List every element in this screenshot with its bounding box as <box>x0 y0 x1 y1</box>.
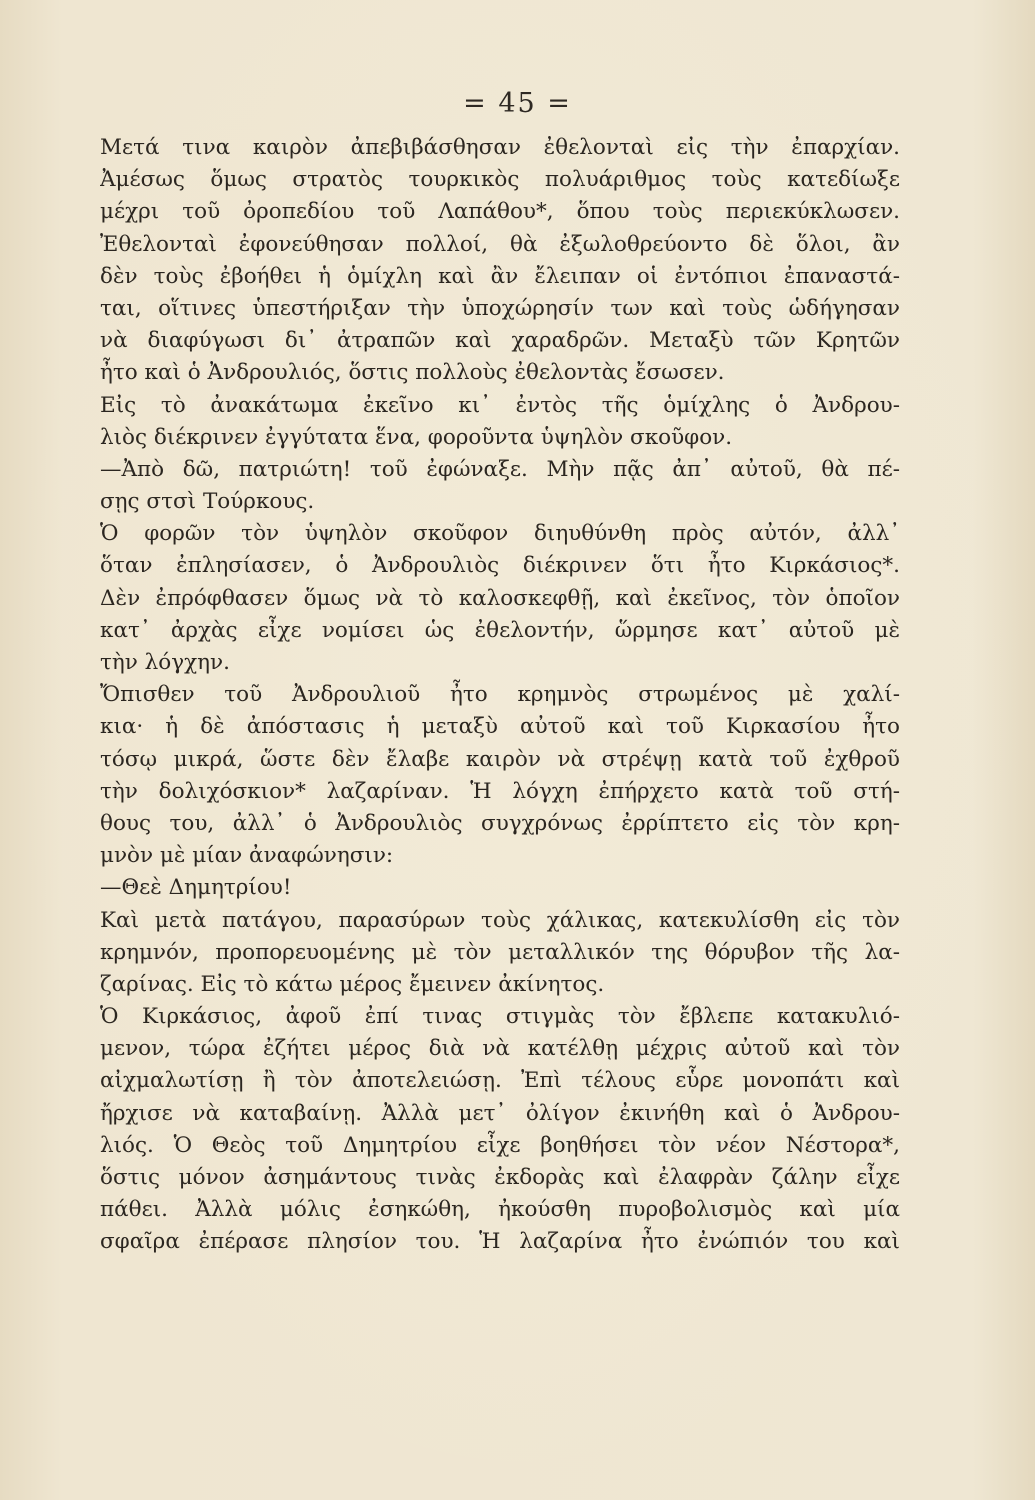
text-line: Ὁ φορῶν τὸν ὑψηλὸν σκοῦφον διηυθύνθη πρὸς αὐτόν, ἀλλ᾽ <box>100 521 900 547</box>
text-line: τὴν λόγχην. <box>100 650 230 675</box>
text-line: λιὸς διέκρινεν ἐγγύτατα ἕνα, φοροῦντα ὑψηλὸν σκοῦφον. <box>100 424 733 450</box>
text-line: ἤρχισε νὰ καταβαίνῃ. Ἀλλὰ μετ᾽ ὀλίγον ἐκινήθη καὶ ὁ Ἀνδρου- <box>100 1100 900 1126</box>
body-text <box>100 132 900 1259</box>
text-line: πάθει. Ἀλλὰ μόλις ἐσηκώθη, ἠκούσθη πυροβολισμὸς καὶ μία <box>100 1197 900 1223</box>
text-line: θους του, ἀλλ᾽ ὁ Ἀνδρουλιὸς συγχρόνως ἐρρίπτετο εἰς τὸν κρη- <box>100 810 900 836</box>
text-line: Καὶ μετὰ πατάγου, παρασύρων τοὺς χάλικας, κατεκυλίσθη εἰς τὸν <box>100 907 900 933</box>
text-line: ὅστις μόνον ἀσημάντους τινὰς ἐκδορὰς καὶ ἐλαφρὰν ζάλην εἶχε <box>100 1165 900 1190</box>
text-line: Δὲν ἐπρόφθασεν ὅμως νὰ τὸ καλοσκεφθῇ, καὶ ἐκεῖνος, τὸν ὁποῖον <box>100 585 900 611</box>
text-line: λιός. Ὁ Θεὸς τοῦ Δημητρίου εἶχε βοηθήσει τὸν νέον Νέστορα*, <box>100 1132 900 1158</box>
text-line: Ὄπισθεν τοῦ Ἀνδρουλιοῦ ἦτο κρημνὸς στρωμένος μὲ χαλί- <box>100 682 900 708</box>
text-line: Μετά τινα καιρὸν ἀπεβιβάσθησαν ἐθελονταὶ εἰς τὴν ἐπαρχίαν. <box>100 135 900 160</box>
text-line: τὴν δολιχόσκιον* λαζαρίναν. Ἡ λόγχη ἐπήρχετο κατὰ τοῦ στή- <box>100 778 900 804</box>
text-line: μέχρι τοῦ ὀροπεδίου τοῦ Λαπάθου*, ὅπου τοὺς περιεκύκλωσεν. <box>100 199 900 225</box>
text-line: κατ᾽ ἀρχὰς εἶχε νομίσει ὡς ἐθελοντήν, ὥρμησε κατ᾽ αὐτοῦ μὲ <box>100 617 900 643</box>
text-line: μενον, τώρα ἐζήτει μέρος διὰ νὰ κατέλθῃ μέχρις αὐτοῦ καὶ τὸν <box>100 1036 900 1062</box>
text-line: μνὸν μὲ μίαν ἀναφώνησιν: <box>100 843 394 869</box>
text-line: Ἐθελονταὶ ἐφονεύθησαν πολλοί, θὰ ἐξωλοθρεύοντο δὲ ὅλοι, ἂν <box>100 231 900 257</box>
text-line: αἰχμαλωτίσῃ ἢ τὸν ἀποτελειώσῃ. Ἐπὶ τέλους εὗρε μονοπάτι καὶ <box>100 1068 900 1094</box>
text-line: Ἀμέσως ὅμως στρατὸς τουρκικὸς πολυάριθμος τοὺς κατεδίωξε <box>100 167 900 193</box>
page-number: = 45 = <box>463 88 572 119</box>
text-line: Ὁ Κιρκάσιος, ἀφοῦ ἐπί τινας στιγμὰς τὸν ἔβλεπε κατακυλιό- <box>100 1004 900 1030</box>
text-line: σῃς στσὶ Τούρκους. <box>100 489 315 515</box>
text-line: δὲν τοὺς ἐβοήθει ἡ ὁμίχλη καὶ ἂν ἔλειπαν οἱ ἐντόπιοι ἐπαναστά- <box>100 263 900 289</box>
text-line: ἦτο καὶ ὁ Ἀνδρουλιός, ὅστις πολλοὺς ἐθελοντὰς ἔσωσεν. <box>100 360 725 386</box>
text-line: —Θεὲ Δημητρίου! <box>100 875 292 901</box>
text-line: —Ἀπὸ δῶ, πατριώτη! τοῦ ἐφώναξε. Μὴν πᾷς ἀπ᾽ αὐτοῦ, θὰ πέ- <box>100 456 900 482</box>
text-line: ζαρίνας. Εἰς τὸ κάτω μέρος ἔμεινεν ἀκίνητος. <box>100 971 605 997</box>
text-line: ται, οἵτινες ὑπεστήριξαν τὴν ὑποχώρησίν των καὶ τοὺς ὡδήγησαν <box>100 295 900 321</box>
text-line: σφαῖρα ἐπέρασε πλησίον του. Ἡ λαζαρίνα ἦτο ἐνώπιόν του καὶ <box>100 1229 900 1255</box>
text-line: ὅταν ἐπλησίασεν, ὁ Ἀνδρουλιὸς διέκρινεν ὅτι ἦτο Κιρκάσιος*. <box>100 553 900 579</box>
text-line: κρημνόν, προπορευομένης μὲ τὸν μεταλλικόν της θόρυβον τῆς λα- <box>100 939 900 965</box>
text-line: νὰ διαφύγωσι δι᾽ ἀτραπῶν καὶ χαραδρῶν. Μεταξὺ τῶν Κρητῶν <box>100 328 900 354</box>
text-line: Εἰς τὸ ἀνακάτωμα ἐκεῖνο κι᾽ ἐντὸς τῆς ὁμίχλης ὁ Ἀνδρου- <box>100 392 900 418</box>
text-line: κια· ἡ δὲ ἀπόστασις ἡ μεταξὺ αὐτοῦ καὶ τοῦ Κιρκασίου ἦτο <box>100 714 900 740</box>
text-line: τόσῳ μικρά, ὥστε δὲν ἔλαβε καιρὸν νὰ στρέψῃ κατὰ τοῦ ἐχθροῦ <box>100 746 900 772</box>
